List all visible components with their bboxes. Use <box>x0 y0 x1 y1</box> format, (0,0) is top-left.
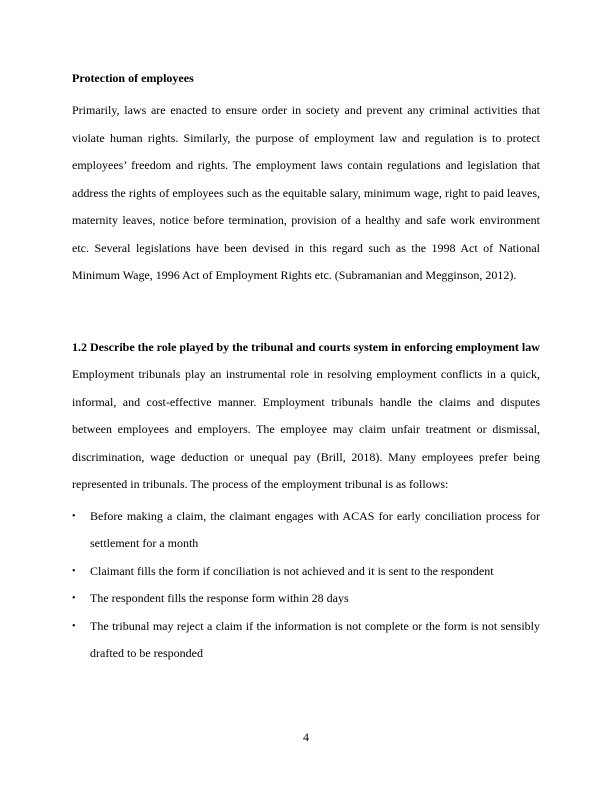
bullet-icon: • <box>72 620 76 632</box>
list-item-text: The respondent fills the response form within 28 days <box>90 591 349 605</box>
section-heading <box>72 334 540 362</box>
list-item-text: Claimant fills the form if conciliation is not achieved and it is sent to the respondent <box>90 563 494 578</box>
section-title: Describe the role played by the tribunal and courts system in enforcing employment law <box>90 339 540 354</box>
bullet-icon: • <box>72 565 76 577</box>
section-number: 1.2 <box>72 339 87 354</box>
bullet-icon: • <box>72 593 76 604</box>
list-item <box>72 558 540 586</box>
bullet-icon: • <box>72 510 76 522</box>
list-item <box>72 613 540 668</box>
page-number: 4 <box>303 730 309 744</box>
paragraph-tribunals: Employment tribunals play an instrumental role in resolving employment conflicts in a quick, informal, and cost-effective manner. Employment tribunals handle the claims and disputes between employees and employers. The employee may claim unfair treatment or dismissal, discrimination, wage deduction or unequal pay (Brill, 2018). Many employees prefer being represented in tribunals. The process of the employment tribunal is as follows: <box>72 367 540 491</box>
list-item <box>72 503 540 558</box>
list-item-text: The tribunal may reject a claim if the information is not complete or the form is not sensibly drafted to be responded <box>90 618 540 660</box>
tribunal-process-list <box>72 503 540 668</box>
heading-protection-of-employees: Protection of employees <box>72 71 194 85</box>
list-item-text: Before making a claim, the claimant engages with ACAS for early conciliation process for settlement for a month <box>90 508 540 550</box>
list-item <box>72 585 540 613</box>
paragraph-protection: Primarily, laws are enacted to ensure order in society and prevent any criminal activities that violate human rights. Similarly, the purpose of employment law and regulation is to protect employees’ freedom and rights. The employment laws contain regulations and legislation that address the rights of employees such as the equitable salary, minimum wage, right to paid leaves, maternity leaves, notice before termination, provision of a healthy and safe work environment etc. Several legislations have been devised in this regard such as the 1998 Act of National Minimum Wage, 1996 Act of Employment Rights etc. (Subramanian and Megginson, 2012). <box>72 103 540 282</box>
page-content <box>72 69 540 668</box>
